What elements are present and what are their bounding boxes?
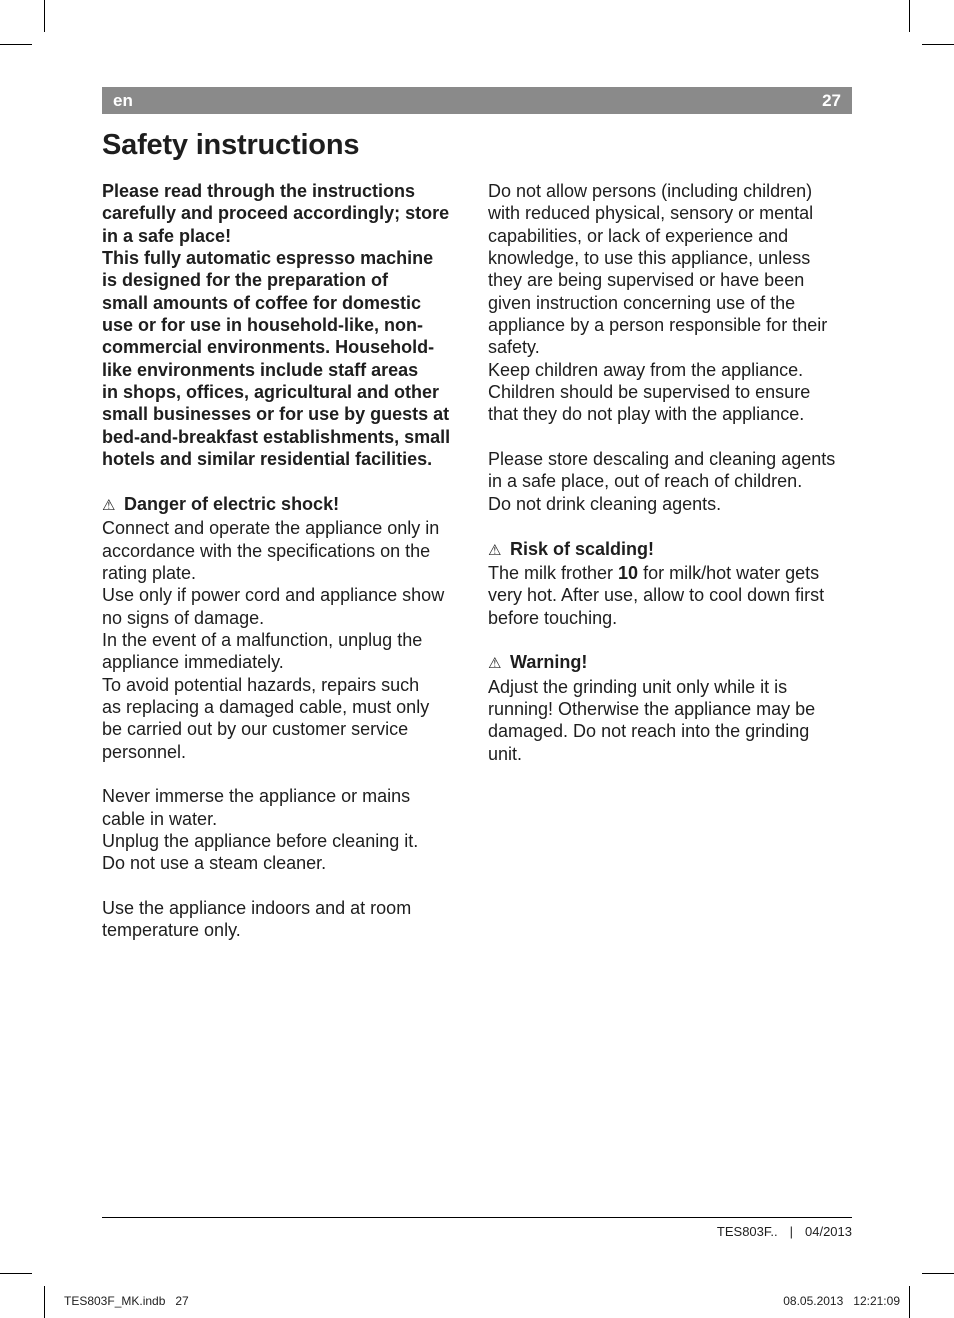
- body-line: appliance immediately.: [102, 652, 284, 673]
- warning-heading: [488, 651, 852, 675]
- heading-text: Warning!: [510, 652, 588, 673]
- body-line: Unplug the appliance before cleaning it.: [102, 830, 419, 851]
- body-line: Do not allow persons (including children): [488, 181, 813, 201]
- body-line: given instruction concerning use of the: [488, 292, 796, 313]
- print-slug-file: TES803F_MK.indb 27: [64, 1294, 189, 1308]
- body-line: Use the appliance indoors and at room: [102, 898, 412, 918]
- body-line: with reduced physical, sensory or mental: [488, 203, 814, 224]
- intro-line: in a safe place!: [102, 225, 232, 246]
- crop-mark: [0, 44, 32, 45]
- warning-triangle-icon: ⚠: [488, 655, 502, 673]
- intro-line: like environments include staff areas: [102, 359, 419, 380]
- text-run: for milk/hot water gets: [638, 562, 820, 583]
- text-run: The milk frother: [488, 562, 619, 583]
- body-line: rating plate.: [102, 562, 197, 583]
- language-code: en: [113, 91, 133, 110]
- body-line: In the event of a malfunction, unplug the: [102, 629, 423, 650]
- body-line: they are being supervised or have been: [488, 270, 805, 291]
- footer-rule: [102, 1217, 852, 1218]
- body-line: safety.: [488, 337, 540, 358]
- body-line: be carried out by our customer service: [102, 719, 409, 740]
- body-line: Do not drink cleaning agents.: [488, 493, 722, 514]
- body-line: Please store descaling and cleaning agents: [488, 449, 836, 470]
- body-line: [488, 562, 852, 584]
- body-line: damaged. Do not reach into the grinding: [488, 721, 810, 742]
- crop-mark: [0, 1273, 32, 1274]
- heading-text: Risk of scalding!: [510, 538, 655, 559]
- intro-line: in shops, offices, agricultural and other: [102, 382, 440, 403]
- body-line: in a safe place, out of reach of children.: [488, 471, 803, 492]
- body-line: that they do not play with the appliance.: [488, 404, 805, 425]
- intro-line: is designed for the preparation of: [102, 270, 389, 291]
- footer-info: [717, 1224, 852, 1239]
- body-line: To avoid potential hazards, repairs such: [102, 674, 420, 695]
- print-slug-timestamp: 08.05.2013 12:21:09: [783, 1294, 900, 1308]
- body-line: capabilities, or lack of experience and: [488, 225, 789, 246]
- page-number: 27: [822, 91, 841, 110]
- edition-date: 04/2013: [805, 1224, 852, 1239]
- crop-mark: [44, 1286, 45, 1318]
- intro-block: [102, 180, 474, 470]
- body-line: very hot. After use, allow to cool down first: [488, 585, 825, 606]
- crop-mark: [922, 1273, 954, 1274]
- heading-text: Danger of electric shock!: [124, 493, 340, 514]
- body-line: appliance by a person responsible for their: [488, 315, 828, 336]
- crop-mark: [909, 1286, 910, 1318]
- intro-line: small businesses or for use by guests at: [102, 404, 450, 425]
- body-line: Children should be supervised to ensure: [488, 382, 811, 403]
- intro-line: This fully automatic espresso machine: [102, 248, 434, 269]
- intro-line: small amounts of coffee for domestic: [102, 292, 422, 313]
- left-column: [102, 180, 474, 942]
- scalding-heading: [488, 538, 852, 562]
- body-line: before touching.: [488, 607, 618, 628]
- intro-line: hotels and similar residential facilities.: [102, 449, 433, 470]
- body-line: temperature only.: [102, 920, 241, 941]
- body-line: accordance with the specifications on the: [102, 540, 431, 561]
- model-number: TES803F..: [716, 1224, 778, 1239]
- crop-mark: [44, 0, 45, 32]
- intro-line: Please read through the instructions: [102, 181, 416, 201]
- part-number: 10: [618, 562, 639, 583]
- electric-shock-heading: [102, 493, 474, 517]
- body-line: Connect and operate the appliance only in: [102, 518, 440, 539]
- page-title: Safety instructions: [102, 129, 360, 161]
- header-bar: [102, 87, 852, 114]
- body-line: running! Otherwise the appliance may be: [488, 698, 816, 719]
- crop-mark: [922, 44, 954, 45]
- intro-line: commercial environments. Household-: [102, 337, 435, 358]
- body-line: cable in water.: [102, 808, 218, 829]
- warning-triangle-icon: ⚠: [102, 496, 116, 514]
- intro-line: use or for use in household-like, non-: [102, 315, 424, 336]
- intro-line: carefully and proceed accordingly; store: [102, 203, 450, 224]
- body-line: as replacing a damaged cable, must only: [102, 696, 430, 717]
- warning-triangle-icon: ⚠: [488, 541, 502, 559]
- right-column: [488, 180, 852, 765]
- body-line: unit.: [488, 743, 523, 764]
- body-line: no signs of damage.: [102, 607, 265, 628]
- footer-separator: |: [789, 1224, 793, 1239]
- body-line: Adjust the grinding unit only while it is: [488, 676, 788, 697]
- body-line: Use only if power cord and appliance show: [102, 585, 445, 606]
- body-line: Keep children away from the appliance.: [488, 359, 804, 380]
- body-line: knowledge, to use this appliance, unless: [488, 248, 811, 269]
- intro-line: bed-and-breakfast establishments, small: [102, 426, 451, 447]
- crop-mark: [909, 0, 910, 32]
- body-line: Do not use a steam cleaner.: [102, 853, 327, 874]
- body-line: personnel.: [102, 741, 187, 762]
- body-line: Never immerse the appliance or mains: [102, 786, 411, 807]
